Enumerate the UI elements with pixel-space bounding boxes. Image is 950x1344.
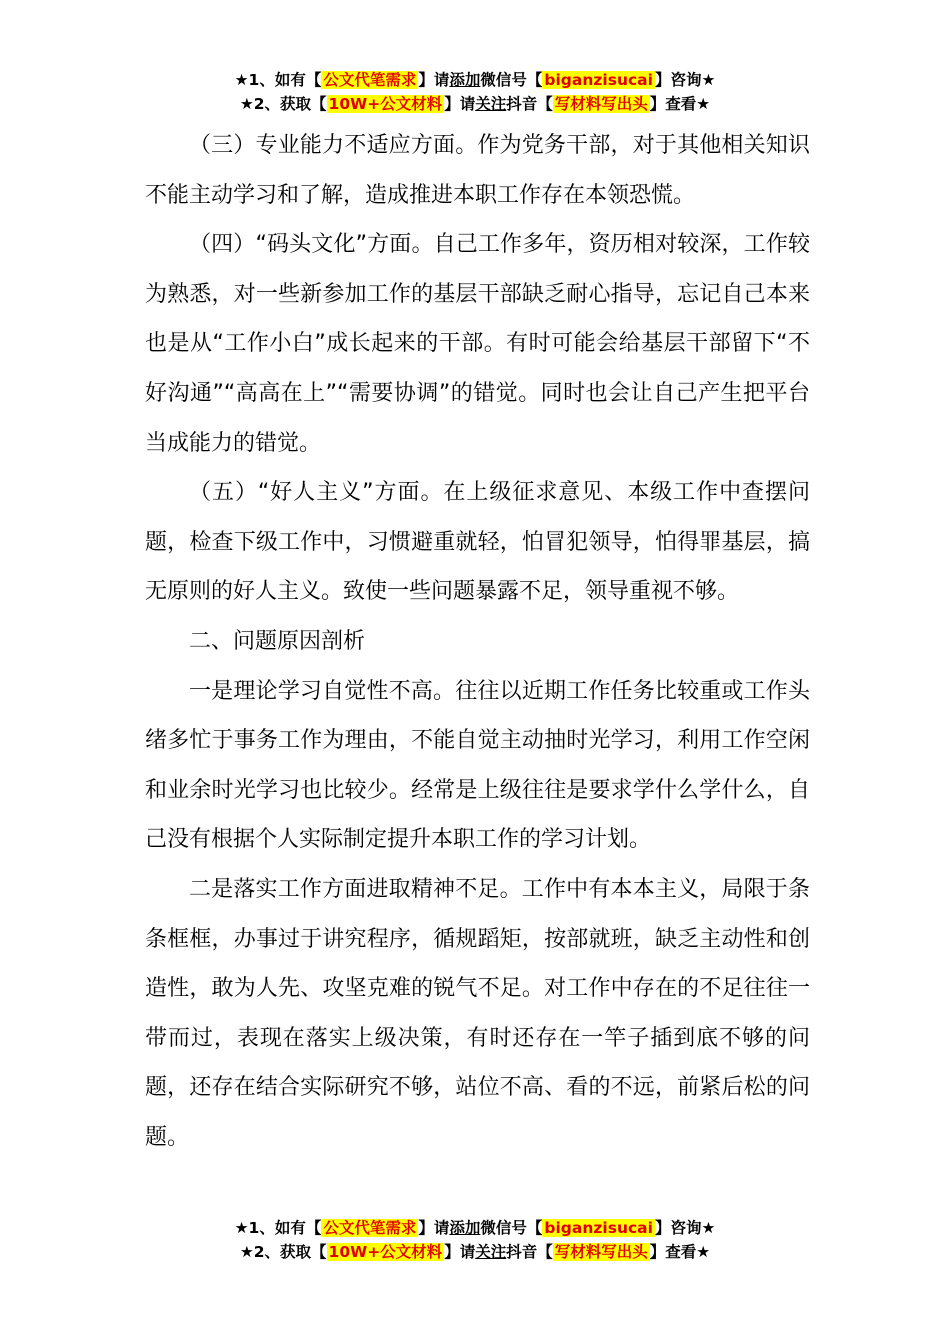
footer-line-2-suffix: 】查看★ <box>649 1243 711 1261</box>
header-line-1-highlight-wechat: biganzisucai <box>544 71 653 89</box>
footer-line-1-suffix: 】咨询★ <box>654 1219 716 1237</box>
footer-line-1-prefix: ★1、如有【 <box>234 1219 322 1237</box>
header-line-1-highlight-service: 公文代笔需求 <box>323 71 417 89</box>
paragraph-section-three: （三）专业能力不适应方面。作为党务干部，对于其他相关知识不能主动学习和了解，造成推进本职工作存在本领恐慌。 <box>145 133 810 208</box>
header-line-2-underline: 关注 <box>475 95 507 113</box>
paragraph-section-four: （四）“码头文化”方面。自己工作多年，资历相对较深，工作较为熟悉，对一些新参加工作的基层干部缺乏耐心指导，忘记自己本来也是从“工作小白”成长起来的干部。有时可能会给基层干部留下“不好沟通”“高高在上”“需要协调”的错觉。同时也会让自己产生把平台当成能力的错觉。 <box>145 232 810 456</box>
header-line-1-text: 】请 <box>418 71 450 89</box>
header-line-1-text-2: 微信号【 <box>480 71 543 89</box>
header-line-2-highlight-materials: 10W+公文材料 <box>328 95 443 113</box>
footer-banner <box>0 1216 950 1264</box>
footer-line-1-highlight-wechat: biganzisucai <box>544 1219 653 1237</box>
footer-line-2-text: 】请 <box>444 1243 476 1261</box>
footer-line-2-text-2: 抖音【 <box>506 1243 553 1261</box>
header-line-2-highlight-douyin: 写材料写出头 <box>554 95 648 113</box>
footer-line-2-underline: 关注 <box>475 1243 507 1261</box>
paragraph-section-five: （五）“好人主义”方面。在上级征求意见、本级工作中查摆问题，检查下级工作中，习惯避重就轻，怕冒犯领导，怕得罪基层，搞无原则的好人主义。致使一些问题暴露不足，领导重视不够。 <box>145 480 810 605</box>
header-line-1 <box>0 68 950 92</box>
paragraph-cause-two: 二是落实工作方面进取精神不足。工作中有本本主义，局限于条条框框，办事过于讲究程序，循规蹈矩，按部就班，缺乏主动性和创造性，敢为人先、攻坚克难的锐气不足。对工作中存在的不足往往一带而过，表现在落实上级决策，有时还存在一竿子插到底不够的问题，还存在结合实际研究不够，站位不高、看的不远，前紧后松的问题。 <box>145 876 810 1150</box>
section-heading-cause-analysis: 二、问题原因剖析 <box>189 628 366 654</box>
footer-line-1-highlight-service: 公文代笔需求 <box>323 1219 417 1237</box>
header-line-2 <box>0 92 950 116</box>
footer-line-2-prefix: ★2、获取【 <box>239 1243 327 1261</box>
footer-line-1-text: 】请 <box>418 1219 450 1237</box>
header-line-1-prefix: ★1、如有【 <box>234 71 322 89</box>
header-line-2-text-2: 抖音【 <box>506 95 553 113</box>
header-line-2-text: 】请 <box>444 95 476 113</box>
footer-line-2-highlight-douyin: 写材料写出头 <box>554 1243 648 1261</box>
header-banner <box>0 68 950 116</box>
footer-line-1-underline: 添加 <box>449 1219 481 1237</box>
footer-line-2 <box>0 1240 950 1264</box>
header-line-1-suffix: 】咨询★ <box>654 71 716 89</box>
footer-line-1 <box>0 1216 950 1240</box>
footer-line-1-text-2: 微信号【 <box>480 1219 543 1237</box>
footer-line-2-highlight-materials: 10W+公文材料 <box>328 1243 443 1261</box>
paragraph-cause-one: 一是理论学习自觉性不高。往往以近期工作任务比较重或工作头绪多忙于事务工作为理由，不能自觉主动抽时光学习，利用工作空闲和业余时光学习也比较少。经常是上级往往是要求学什么学什么，自己没有根据个人实际制定提升本职工作的学习计划。 <box>145 678 810 853</box>
header-line-1-underline: 添加 <box>449 71 481 89</box>
document-body <box>145 121 810 1162</box>
header-line-2-prefix: ★2、获取【 <box>239 95 327 113</box>
header-line-2-suffix: 】查看★ <box>649 95 711 113</box>
